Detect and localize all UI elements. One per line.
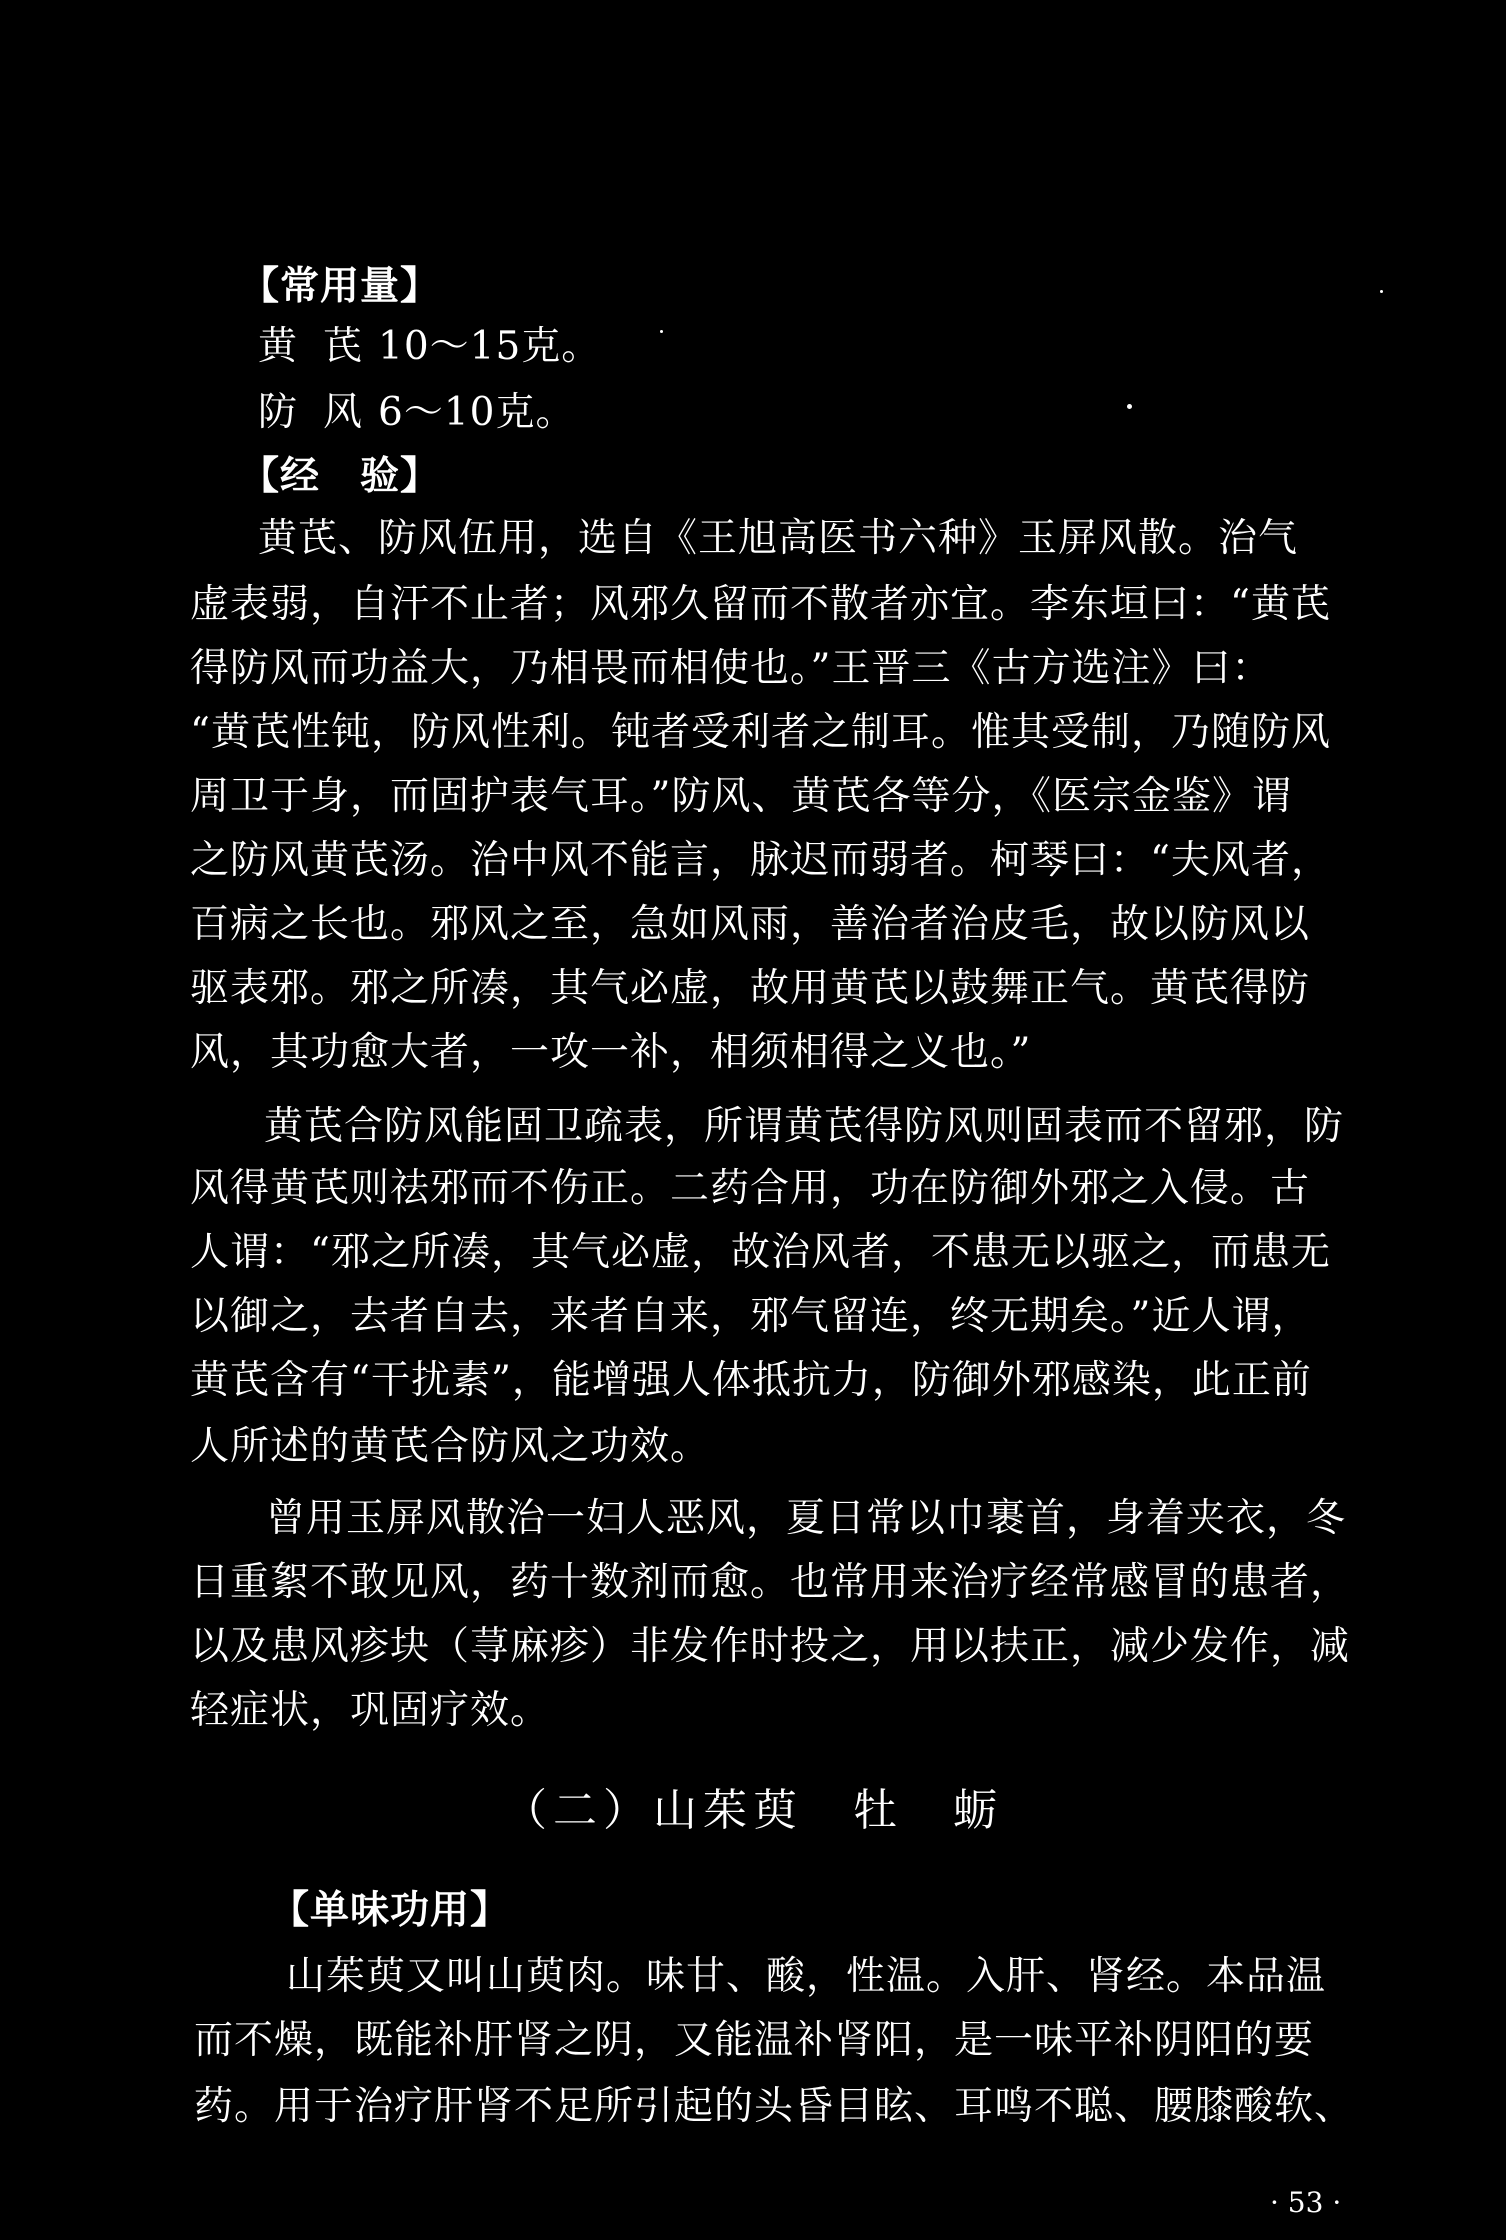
body-text-line: 得防风而功益大，乃相畏而相使也。”王晋三《古方选注》曰： [190, 646, 1272, 691]
body-text-line: 驱表邪。邪之所凑，其气必虚，故用黄芪以鼓舞正气。黄芪得防 [190, 966, 1311, 1011]
body-text-line: 黄芪含有“干扰素”，能增强人体抵抗力，防御外邪感染，此正前 [190, 1358, 1312, 1403]
body-text-line: 人谓：“邪之所凑，其气必虚，故治风者，不患无以驱之，而患无 [190, 1230, 1331, 1275]
dose-herb-name: 黄芪 [258, 324, 389, 369]
section-title: （二）山茱萸 牡 蛎 [503, 1785, 1003, 1836]
dose-row-huangqi [258, 318, 601, 376]
body-text-line: 风，其功愈大者，一攻一补，相须相得之义也。” [190, 1030, 1032, 1075]
scan-speck [1380, 290, 1383, 293]
body-text-line: 日重絮不敢见风，药十数剂而愈。也常用来治疗经常感冒的患者， [190, 1560, 1351, 1605]
heading-single-function: 【单味功用】 [270, 1888, 511, 1933]
dose-herb-name: 防风 [258, 390, 389, 435]
body-text-line: 人所述的黄芪合防风之功效。 [190, 1424, 711, 1469]
body-text-line: “黄芪性钝，防风性利。钝者受利者之制耳。惟其受制，乃随防风 [190, 710, 1331, 755]
body-text-line: 黄芪合防风能固卫疏表，所谓黄芪得防风则固表而不留邪，防 [264, 1104, 1345, 1149]
body-text-line: 周卫于身，而固护表气耳。”防风、黄芪各等分，《医宗金鉴》谓 [190, 774, 1292, 819]
page-number: · 53 · [1270, 2186, 1342, 2219]
dose-row-fangfeng [258, 384, 575, 442]
body-text-line: 黄芪、防风伍用，选自《王旭高医书六种》玉屏风散。治气 [258, 516, 1299, 561]
body-text-line: 药。用于治疗肝肾不足所引起的头昏目眩、耳鸣不聪、腰膝酸软、 [194, 2084, 1355, 2129]
heading-dosage: 【常用量】 [240, 264, 441, 309]
scan-speck [660, 330, 663, 333]
heading-experience: 【经 验】 [240, 454, 441, 499]
dose-amount: 6～10克。 [378, 390, 576, 435]
body-text-line: 曾用玉屏风散治一妇人恶风，夏日常以巾裹首，身着夹衣，冬 [266, 1496, 1347, 1541]
body-text-line: 风得黄芪则祛邪而不伤正。二药合用，功在防御外邪之入侵。古 [190, 1166, 1311, 1211]
body-text-line: 虚表弱，自汗不止者；风邪久留而不散者亦宜。李东垣曰：“黄芪 [190, 582, 1331, 627]
body-text-line: 而不燥，既能补肝肾之阴，又能温补肾阳，是一味平补阴阳的要 [194, 2018, 1315, 2063]
body-text-line: 以御之，去者自去，来者自来，邪气留连，终无期矣。”近人谓， [190, 1294, 1312, 1339]
body-text-line: 轻症状，巩固疗效。 [190, 1688, 551, 1733]
body-text-line: 之防风黄芪汤。治中风不能言，脉迟而弱者。柯琴曰：“夫风者， [190, 838, 1331, 883]
body-text-line: 以及患风疹块（荨麻疹）非发作时投之，用以扶正，减少发作，减 [190, 1624, 1351, 1669]
dose-amount: 10～15克。 [378, 324, 602, 369]
scan-speck [1127, 404, 1132, 409]
body-text-line: 百病之长也。邪风之至，急如风雨，善治者治皮毛，故以防风以 [190, 902, 1311, 947]
body-text-line: 山茱萸又叫山萸肉。味甘、酸，性温。入肝、肾经。本品温 [286, 1954, 1327, 1999]
